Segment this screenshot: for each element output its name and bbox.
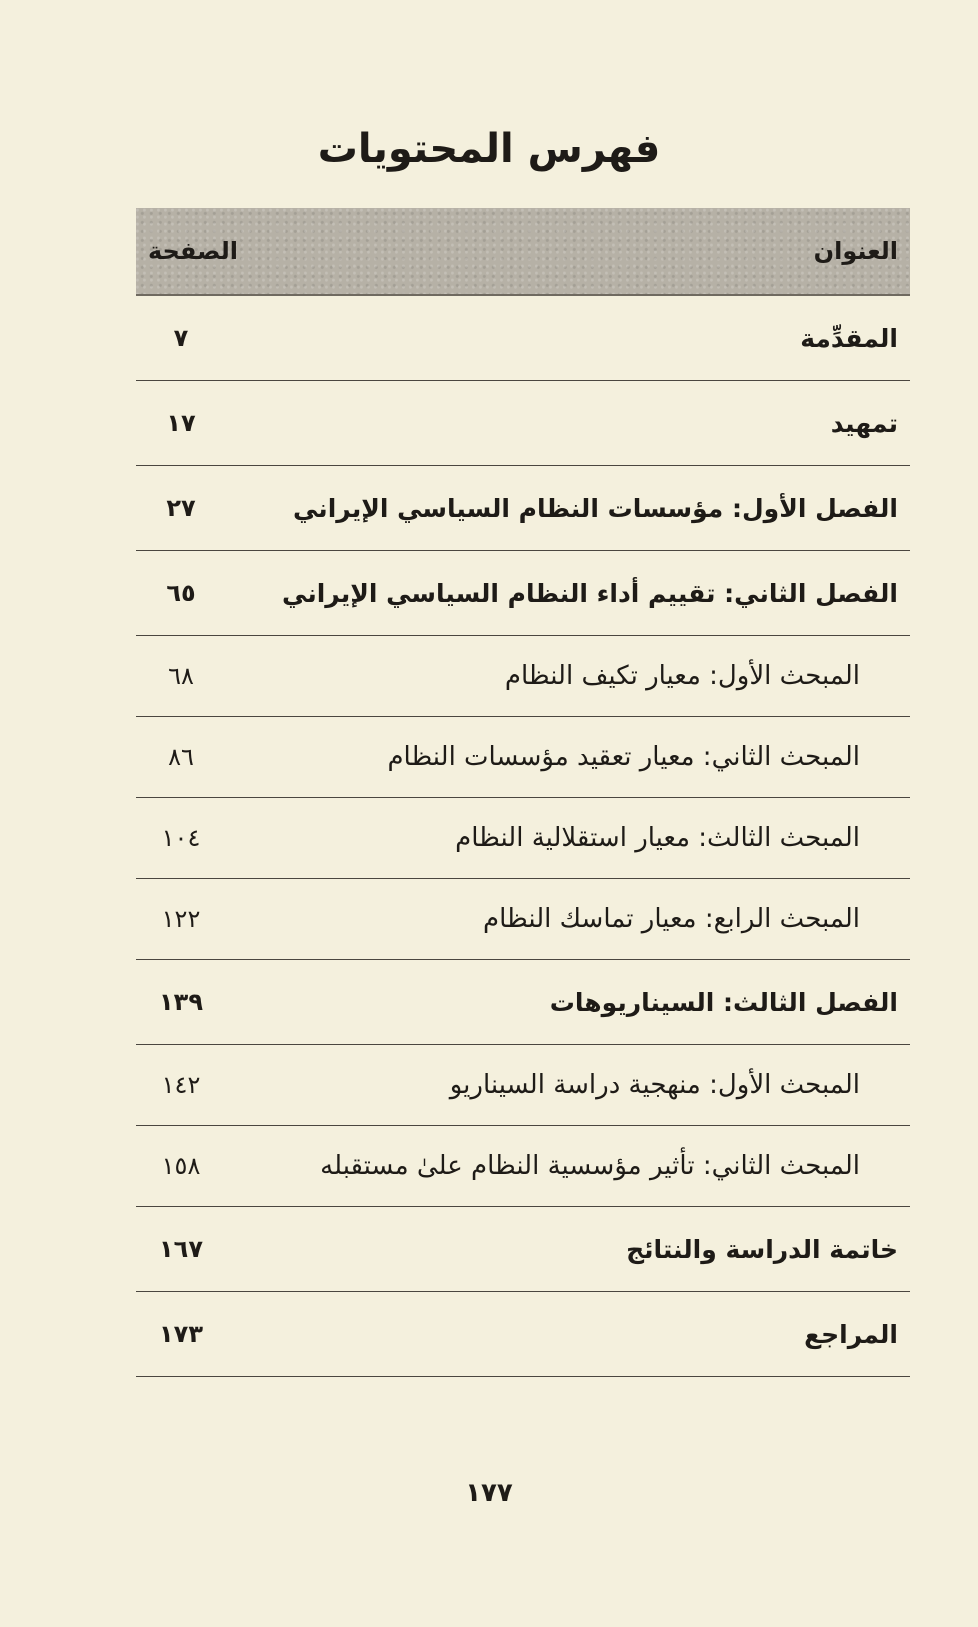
toc-table bbox=[136, 208, 910, 1377]
toc-row[interactable] bbox=[136, 879, 910, 960]
header-page-label: الصفحة bbox=[148, 237, 239, 265]
toc-row[interactable] bbox=[136, 1045, 910, 1126]
toc-entry-title: خاتمة الدراسة والنتائج bbox=[626, 1234, 898, 1264]
toc-entry-page: ٨٦ bbox=[168, 743, 194, 771]
toc-entry-title: تمهيد bbox=[830, 408, 898, 438]
toc-row[interactable] bbox=[136, 1292, 910, 1377]
toc-header bbox=[136, 208, 910, 296]
toc-entry-title: المبحث الثاني: تأثير مؤسسية النظام علىٰ مستقبله bbox=[320, 1151, 860, 1181]
toc-row[interactable] bbox=[136, 381, 910, 466]
toc-row[interactable] bbox=[136, 717, 910, 798]
toc-row[interactable] bbox=[136, 960, 910, 1045]
toc-entry-title: الفصل الأول: مؤسسات النظام السياسي الإيراني bbox=[293, 493, 898, 523]
toc-row[interactable] bbox=[136, 798, 910, 879]
toc-entry-title: المبحث الأول: منهجية دراسة السيناريو bbox=[449, 1070, 860, 1100]
toc-entry-page: ١٧ bbox=[166, 409, 196, 437]
toc-row[interactable] bbox=[136, 551, 910, 636]
toc-entry-page: ٢٧ bbox=[166, 494, 196, 522]
toc-entry-title: المراجع bbox=[804, 1319, 898, 1349]
page-title: فهرس المحتويات bbox=[317, 126, 661, 172]
toc-entry-title: المبحث الثاني: معيار تعقيد مؤسسات النظام bbox=[387, 742, 860, 772]
toc-row[interactable] bbox=[136, 296, 910, 381]
toc-row[interactable] bbox=[136, 636, 910, 717]
page-number: ١٧٧ bbox=[465, 1478, 513, 1508]
toc-entry-page: ١٦٧ bbox=[159, 1235, 203, 1263]
header-title-label: العنوان bbox=[813, 237, 898, 265]
toc-entry-page: ١٤٢ bbox=[161, 1071, 201, 1099]
toc-entry-title: المبحث الرابع: معيار تماسك النظام bbox=[483, 904, 860, 934]
toc-entry-title: الفصل الثالث: السيناريوهات bbox=[549, 987, 898, 1017]
toc-entry-page: ١٣٩ bbox=[159, 988, 203, 1016]
toc-entry-title: الفصل الثاني: تقييم أداء النظام السياسي الإيراني bbox=[282, 578, 898, 608]
toc-entry-page: ٦٨ bbox=[168, 662, 194, 690]
toc-entry-page: ١٢٢ bbox=[161, 905, 201, 933]
toc-entry-page: ٦٥ bbox=[166, 579, 196, 607]
toc-row[interactable] bbox=[136, 1207, 910, 1292]
toc-entry-page: ١٧٣ bbox=[159, 1320, 203, 1348]
toc-entry-title: المبحث الثالث: معيار استقلالية النظام bbox=[455, 823, 860, 853]
toc-entry-page: ١٥٨ bbox=[161, 1152, 201, 1180]
toc-entry-page: ١٠٤ bbox=[161, 824, 201, 852]
toc-entry-title: المبحث الأول: معيار تكيف النظام bbox=[504, 661, 860, 691]
toc-entry-page: ٧ bbox=[173, 324, 189, 352]
toc-entry-title: المقدِّمة bbox=[800, 323, 898, 353]
toc-row[interactable] bbox=[136, 1126, 910, 1207]
toc-row[interactable] bbox=[136, 466, 910, 551]
